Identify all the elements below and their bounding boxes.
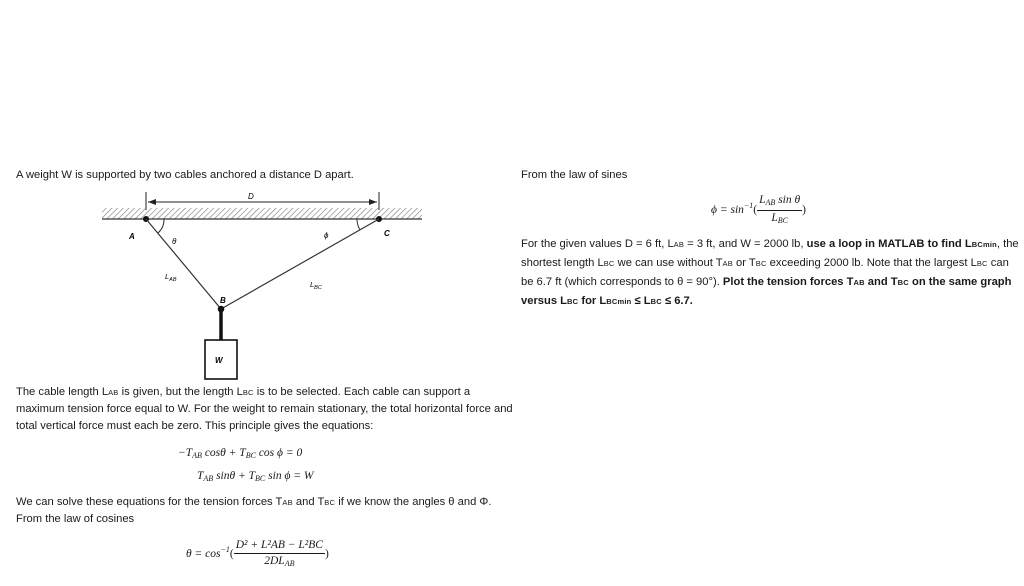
label-phi: ϕ [324,231,329,240]
cable-diagram [92,188,432,383]
label-c: C [384,229,390,238]
cable-bc [221,219,379,309]
phi-arc [357,219,360,230]
paragraph-solve: We can solve these equations for the tension forces TAB and TBC if we know the angles θ and Φ. From the law of cosines [16,496,492,525]
task-paragraph: For the given values D = 6 ft, LAB = 3 ft, and W = 2000 lb, use a loop in MATLAB to find LBCmin, the shortest length LBC we can use without TAB or TBC exceeding 2000 lb. Note that the largest LBC can be 6.7 ft (which corresponds to θ = 90°). Plot the tension forces TAB and TBC on the same graph versus LBC for LBCmin ≤ LBC ≤ 6.7. [521,238,1019,307]
dim-arrow-left [148,199,156,205]
equation-vertical: TAB sinθ + TBC sin ϕ = W [197,470,314,483]
label-theta: θ [172,237,177,246]
label-d: D [248,192,254,201]
cable-ab [146,219,221,309]
equation-law-of-sines: $\phi = \sin^{-1}$( $\frac{\text{LAB sin θ}}{\text{LBC}}$ ) [711,193,806,228]
label-a: A [129,232,135,241]
equation-law-of-cosines: $\theta = \cos^{-1}$( $\frac{\text{D² + L²AB − L²BC}}{\text{2DLAB}}$ ) [186,538,329,571]
law-of-sines-heading: From the law of sines [521,169,628,181]
label-lbc: $L_{BC}$ [310,280,322,291]
equation-horizontal: −TAB cosθ + TBC cos ϕ = 0 [178,447,303,460]
label-lab: $L_{AB}$ [165,272,177,283]
intro-text: A weight W is supported by two cables anchored a distance D apart. [16,169,354,181]
paragraph-cable-length: The cable length LAB is given, but the length LBC is to be selected. Each cable can support a maximum tension force equal to W. For the weight to remain stationary, the total horizontal force and total vertical force must each be zero. This principle gives the equations: [16,386,513,432]
theta-arc [158,219,164,233]
dim-arrow-right [369,199,377,205]
label-w: W [215,356,223,365]
label-b: B [220,296,226,305]
ceiling-hatch [102,208,422,219]
